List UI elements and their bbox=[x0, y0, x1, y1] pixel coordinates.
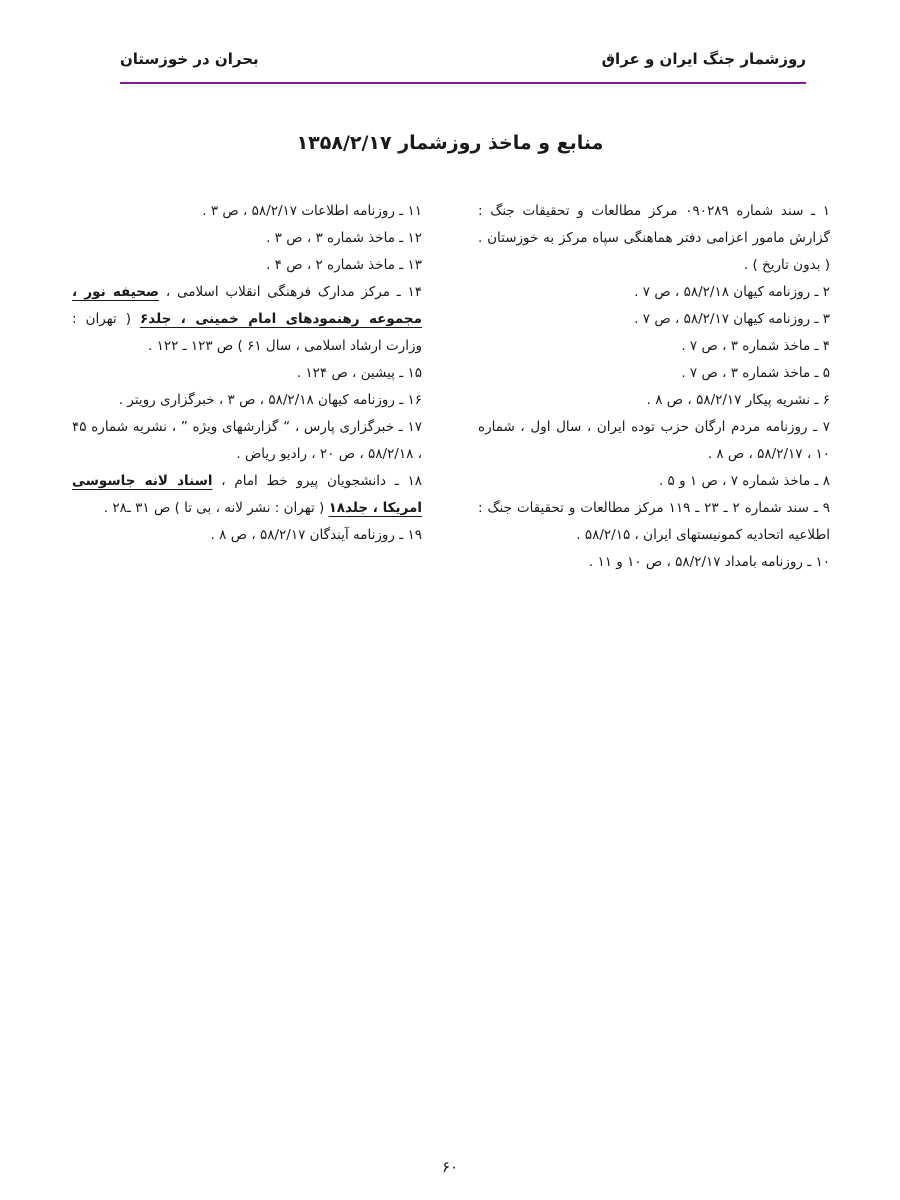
reference-15: ۱۵ ـ پیشین ، ص ۱۲۴ . bbox=[296, 365, 422, 381]
reference-11: ۱۱ ـ روزنامه اطلاعات ۵۸/۲/۱۷ ، ص ۳ . bbox=[202, 203, 422, 219]
reference-10: ۱۰ ـ روزنامه بامداد ۵۸/۲/۱۷ ، ص ۱۰ و ۱۱ . bbox=[588, 554, 830, 570]
running-header bbox=[120, 50, 806, 86]
reference-18-prefix: ۱۸ ـ دانشجویان پیرو خط امام ، bbox=[212, 473, 422, 489]
reference-18 bbox=[72, 468, 422, 522]
book-title: روزشمار جنگ ایران و عراق bbox=[601, 50, 806, 68]
reference-13: ۱۳ ـ ماخذ شماره ۲ ، ص ۴ . bbox=[266, 257, 422, 273]
volume-title: بحران در خوزستان bbox=[120, 50, 259, 68]
reference-6: ۶ ـ نشریه پیکار ۵۸/۲/۱۷ ، ص ۸ . bbox=[646, 392, 830, 408]
reference-18-book-title: اسناد لانه جاسوسی امریکا ، جلد۱۸ bbox=[72, 473, 422, 516]
reference-14-suffix: ( تهران : وزارت ارشاد اسلامی ، سال ۶۱ ) ص ۱۲۳ ـ ۱۲۲ . bbox=[72, 311, 422, 354]
page-number: ۶۰ bbox=[441, 1158, 459, 1176]
reference-9: ۹ ـ سند شماره ۲ ـ ۲۳ ـ ۱۱۹ مرکز مطالعات و تحقیقات جنگ : اطلاعیه اتحادیه کمونیستهای ایران ، ۵۸/۲/۱۵ . bbox=[478, 500, 830, 543]
reference-12: ۱۲ ـ ماخذ شماره ۳ ، ص ۳ . bbox=[266, 230, 422, 246]
reference-8: ۸ ـ ماخذ شماره ۷ ، ص ۱ و ۵ . bbox=[658, 473, 830, 489]
reference-5: ۵ ـ ماخذ شماره ۳ ، ص ۷ . bbox=[681, 365, 830, 381]
references-column-right bbox=[478, 198, 830, 576]
reference-2: ۲ ـ روزنامه کیهان ۵۸/۲/۱۸ ، ص ۷ . bbox=[634, 284, 830, 300]
reference-14 bbox=[72, 279, 422, 360]
references-column-left bbox=[72, 198, 422, 549]
reference-17: ۱۷ ـ خبرگزاری پارس ، “ گزارشهای ویژه ” ، نشریه شماره ۴۵ ، ۵۸/۲/۱۸ ، ص ۲۰ ، رادیو ریاض . bbox=[72, 419, 422, 462]
reference-18-suffix: ( تهران : نشر لانه ، بی تا ) ص ۳۱ ـ۲۸ . bbox=[103, 500, 329, 516]
reference-19: ۱۹ ـ روزنامه آیندگان ۵۸/۲/۱۷ ، ص ۸ . bbox=[210, 527, 422, 543]
reference-16: ۱۶ ـ روزنامه کیهان ۵۸/۲/۱۸ ، ص ۳ ، خبرگزاری رویتر . bbox=[118, 392, 422, 408]
page-title: منابع و ماخذ روزشمار ۱۳۵۸/۲/۱۷ bbox=[296, 132, 604, 154]
reference-14-prefix: ۱۴ ـ مرکز مدارک فرهنگی انقلاب اسلامی ، bbox=[159, 284, 422, 300]
reference-3: ۳ ـ روزنامه کیهان ۵۸/۲/۱۷ ، ص ۷ . bbox=[634, 311, 830, 327]
header-divider bbox=[120, 82, 806, 84]
reference-14-book-title: صحیفه نور ، مجموعه رهنمودهای امام خمینی ، جلد۶ bbox=[72, 284, 422, 327]
reference-4: ۴ ـ ماخذ شماره ۳ ، ص ۷ . bbox=[681, 338, 830, 354]
reference-1: ۱ ـ سند شماره ۰۹۰۲۸۹ مرکز مطالعات و تحقیقات جنگ : گزارش مامور اعزامی دفتر هماهنگی سپاه مرکز به خوزستان . ( بدون تاریخ ) . bbox=[478, 203, 830, 273]
reference-7: ۷ ـ روزنامه مردم ارگان حزب توده ایران ، سال اول ، شماره ۱۰ ، ۵۸/۲/۱۷ ، ص ۸ . bbox=[478, 419, 830, 462]
